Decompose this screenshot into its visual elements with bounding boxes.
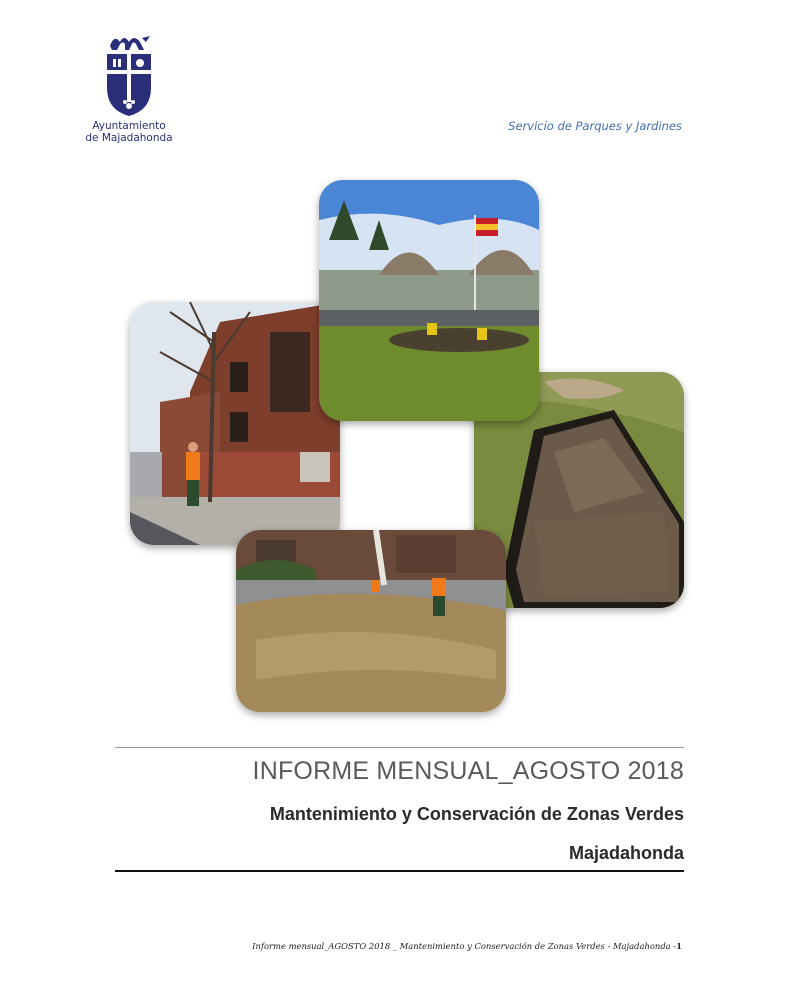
- report-city: Majadahonda: [568, 843, 684, 863]
- footer-text: Informe mensual_AGOSTO 2018 _ Mantenimiento y Conservación de Zonas Verdes - Majadahonda -: [252, 941, 677, 951]
- page-number: 1: [676, 941, 682, 951]
- report-title: INFORME MENSUAL_AGOSTO 2018: [252, 757, 684, 785]
- page-footer: [252, 941, 682, 951]
- photo-median-workers: [236, 530, 506, 712]
- ayuntamiento-logo: [84, 32, 174, 147]
- top-divider: [115, 747, 684, 748]
- logo-line-1: Ayuntamiento: [92, 120, 166, 132]
- logo-caption: [84, 120, 174, 144]
- photo-flag-garden: [319, 180, 539, 421]
- service-name: Servicio de Parques y Jardines: [508, 119, 682, 133]
- report-subtitle: Mantenimiento y Conservación de Zonas Verdes: [269, 804, 684, 824]
- photo-tree-pruning: [130, 302, 340, 545]
- coat-of-arms-icon: [104, 32, 154, 118]
- logo-line-2: de Majadahonda: [85, 132, 173, 144]
- bottom-divider: [115, 870, 684, 872]
